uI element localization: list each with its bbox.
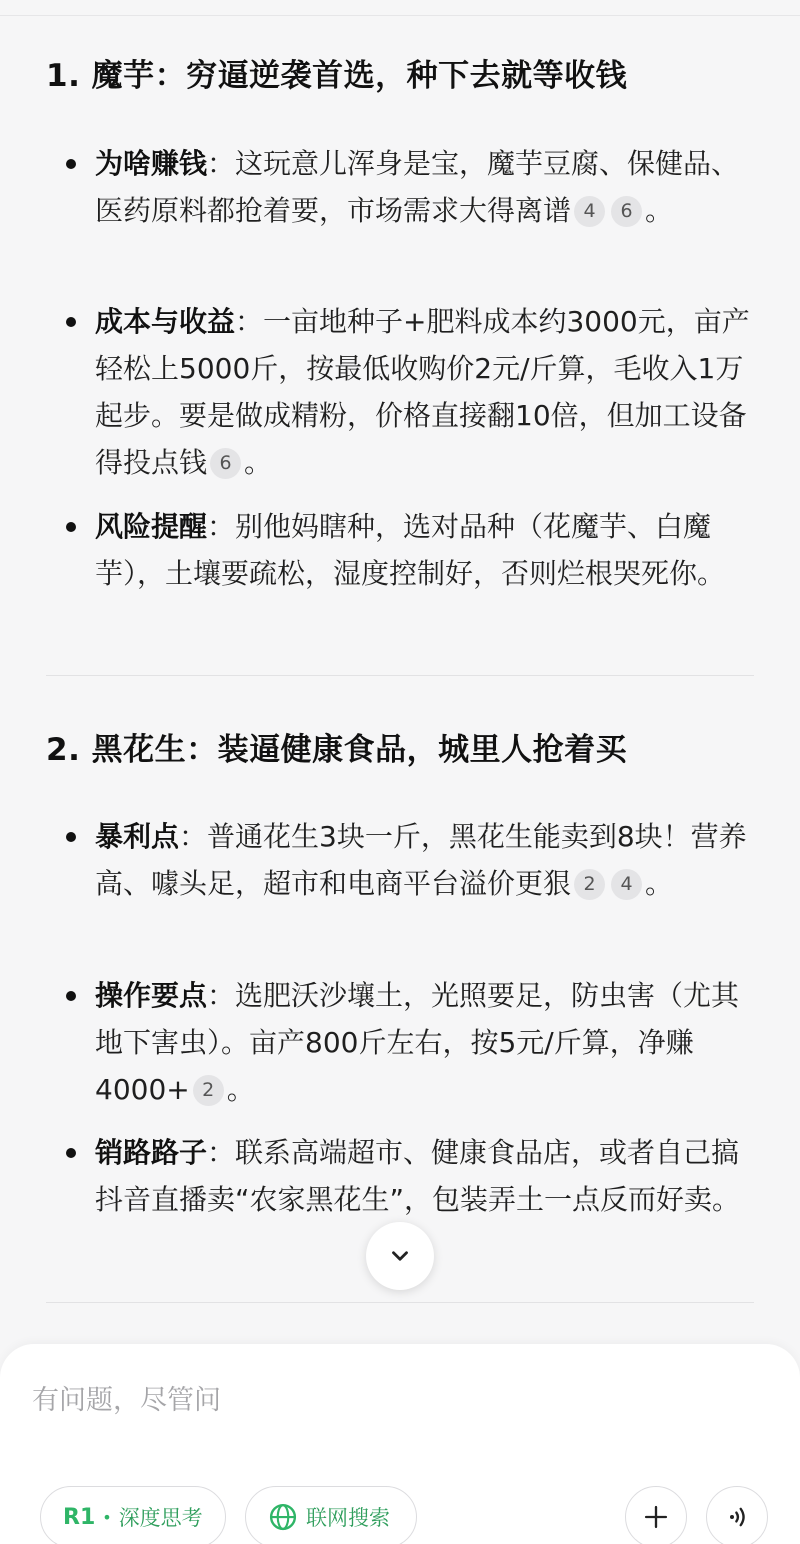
- deep-think-label: 深度思考: [118, 1506, 203, 1530]
- bullet-term: 成本与收益: [95, 305, 236, 338]
- bullet-text: ：普通花生3块一斤，黑花生能卖到8块！营养高、噱头足，超市和电商平台溢价更狠: [95, 820, 747, 900]
- web-search-label: 联网搜索: [306, 1506, 390, 1530]
- chat-input[interactable]: [32, 1380, 732, 1420]
- bullet-dot: [66, 832, 76, 842]
- add-attachment-button[interactable]: [625, 1486, 687, 1544]
- citation-badge[interactable]: 6: [611, 196, 642, 227]
- top-divider: [0, 15, 800, 16]
- bullet-dot: [66, 991, 76, 1001]
- list-item: [95, 1129, 755, 1223]
- deep-think-toggle[interactable]: [40, 1486, 226, 1544]
- citation-badge[interactable]: 2: [193, 1075, 224, 1106]
- citation-badge[interactable]: 6: [210, 448, 241, 479]
- bullet-end: 。: [645, 867, 674, 900]
- bullet-term: 暴利点: [95, 820, 180, 853]
- bullet-dot: [66, 159, 76, 169]
- separator-dot: •: [102, 1507, 112, 1527]
- bullet-term: 销路路子: [95, 1136, 208, 1169]
- citation-badge[interactable]: 4: [611, 869, 642, 900]
- bullet-end: 。: [244, 446, 273, 479]
- composer-panel: [0, 1344, 800, 1544]
- section-heading: 1. 魔芋：穷逼逆袭首选，种下去就等收钱: [46, 58, 628, 94]
- voice-wave-icon: [722, 1502, 752, 1532]
- globe-icon: [268, 1502, 298, 1532]
- bullet-end: 。: [226, 1073, 255, 1106]
- list-item: [95, 140, 755, 234]
- bullet-term: 为啥赚钱: [95, 147, 208, 180]
- citation-badge[interactable]: 2: [574, 869, 605, 900]
- bullet-text: ：联系高端超市、健康食品店，或者自己搞抖音直播卖“农家黑花生”，包装弄土一点反而好卖。: [95, 1136, 741, 1216]
- bullet-term: 风险提醒: [95, 510, 208, 543]
- plus-icon: [642, 1503, 670, 1531]
- bullet-text: ：选肥沃沙壤土，光照要足，防虫害（尤其地下害虫）。亩产800斤左右，按5元/斤算，净赚4000+: [95, 979, 740, 1106]
- bullet-text: ：这玩意儿浑身是宝，魔芋豆腐、保健品、医药原料都抢着要，市场需求大得离谱: [95, 147, 740, 227]
- section-heading: 2. 黑花生：装逼健康食品，城里人抢着买: [46, 732, 628, 768]
- web-search-toggle[interactable]: [245, 1486, 417, 1544]
- bullet-dot: [66, 317, 76, 327]
- r1-badge: R1: [63, 1504, 96, 1530]
- list-item: [95, 298, 755, 486]
- section-divider: [46, 675, 754, 676]
- section-divider: [46, 1302, 754, 1303]
- list-item: [95, 972, 755, 1113]
- bullet-term: 操作要点: [95, 979, 208, 1012]
- scroll-to-bottom-button[interactable]: [366, 1222, 434, 1290]
- voice-input-button[interactable]: [706, 1486, 768, 1544]
- bullet-text: ：别他妈瞎种，选对品种（花魔芋、白魔芋），土壤要疏松，湿度控制好，否则烂根哭死你。: [95, 510, 726, 590]
- citation-badge[interactable]: 4: [574, 196, 605, 227]
- bullet-text: ：一亩地种子+肥料成本约3000元，亩产轻松上5000斤，按最低收购价2元/斤算，毛收入1万起步。要是做成精粉，价格直接翻10倍，但加工设备得投点钱: [95, 305, 750, 479]
- bullet-dot: [66, 522, 76, 532]
- list-item: [95, 503, 755, 597]
- bullet-dot: [66, 1148, 76, 1158]
- chevron-down-icon: [387, 1243, 413, 1269]
- bullet-end: 。: [645, 194, 674, 227]
- list-item: [95, 813, 755, 907]
